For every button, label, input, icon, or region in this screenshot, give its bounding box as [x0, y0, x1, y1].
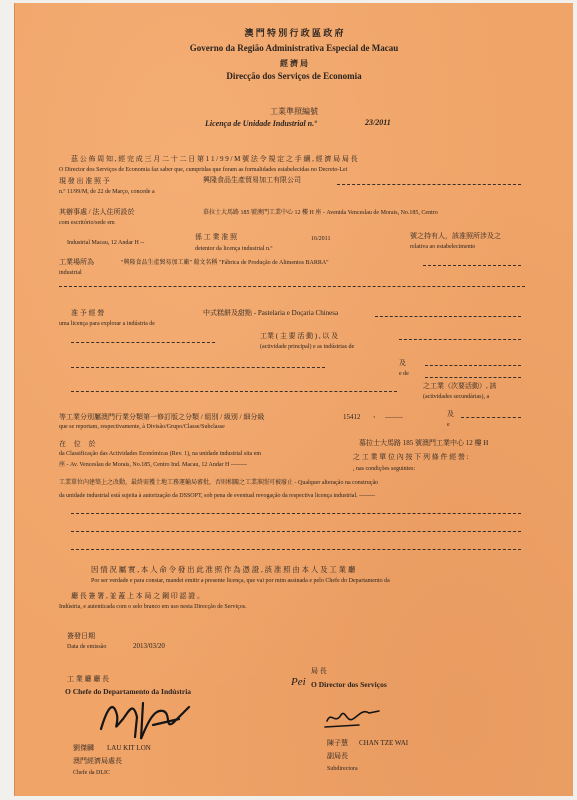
located-pt: da Classificação das Actividades Económicas (Rev. 1), na unidade industrial sita em: [59, 451, 262, 457]
director-role-zh: 副局長: [327, 752, 348, 760]
establishment-pt: relativa ao estabelecimento: [410, 244, 476, 250]
closing-zh-2: 廳 長 簽 署 , 並 蓋 上 本 局 之 鋼 印 認 證 。: [71, 592, 204, 600]
per-procuration-mark: Pei: [291, 676, 306, 688]
company-name: 興隆食品生產貿易加工有限公司: [203, 176, 301, 184]
classification-and: 及: [447, 410, 454, 418]
and-zh: 及: [399, 359, 406, 367]
dept-chief-name-zh: 劉傑麟: [73, 744, 94, 752]
dept-chief-role-zh: 澳門經濟局處長: [73, 757, 122, 765]
issue-date-label-pt: Data de emissão: [67, 644, 107, 650]
fill-line: [461, 417, 521, 418]
classification-pt: que se reportam, respectivamente, à Divisão/Grupo/Classe/Subclasse: [59, 424, 225, 430]
license-title-pt: Licença de Unidade Industrial n.º: [205, 119, 317, 128]
fill-line: [71, 549, 521, 550]
grant-zh: 現 發 出 准 照 予: [59, 177, 110, 185]
fill-line: [399, 339, 521, 340]
dept-chief-name-pt: LAU KIT LON: [107, 744, 151, 752]
director-title-zh: 局 長: [311, 667, 327, 675]
decree-pt: n.º 11/99/M, de 22 de Março, concede a: [59, 189, 155, 195]
industrial-license-document: [14, 3, 573, 796]
government-name-pt: Governo da Região Administrativa Especial de Macau: [189, 43, 399, 53]
and-pt: e de: [399, 371, 409, 377]
conditions-pt: , nas condições seguintes:: [353, 466, 415, 472]
closing-pt: Por ser verdade e para constar, mandei emitir a presente licença, que vai por mim assinada e pelo Chefe do Departamento da: [91, 578, 390, 584]
office-address-cont: Industrial Macau, 12 Andar H --: [67, 240, 145, 246]
fill-line: [71, 342, 215, 343]
fill-line: [337, 184, 521, 185]
classification-sep: 、: [373, 411, 380, 419]
previous-license-number: 16/2011: [311, 236, 331, 242]
holder-right-zh: 號之持有人，該准照所涉及之: [410, 232, 501, 240]
fill-line: [71, 513, 521, 514]
conditions-zh: 之 工 業 單 位 內 按 下 列 條 件 經 營 :: [353, 453, 469, 461]
closing-zh: 因 情 況 屬 實 , 本 人 命 令 發 出 此 准 照 作 為 憑 證 , 該 准 照 由 本 人 及 工 業 廳: [91, 565, 356, 574]
director-name-pt: CHAN TZE WAI: [359, 739, 409, 747]
fill-line: [71, 391, 397, 392]
director-name-zh: 陳子慧: [327, 739, 348, 747]
intro-zh: 茲 公 佈 周 知 , 經 完 成 三 月 二 十 二 日 第 1 1 / 9 9 / M 號 法 令 規 定 之 手 續 , 經 濟 局 局 長: [71, 155, 358, 163]
fill-line: [375, 316, 521, 317]
dept-chief-role-pt: Chefe da DLIC: [73, 770, 110, 776]
government-name-zh: 澳 門 特 別 行 政 區 政 府: [244, 28, 344, 38]
director-signature: [323, 705, 383, 731]
intro-pt: O Director dos Serviços de Economia faz saber que, cumpridas que foram as formalidades estabelecidas no Decreto-Lei: [59, 167, 348, 173]
main-activity-label-zh: 工業 ( 主 要 活 動 ) , 以 及: [260, 332, 339, 340]
fill-line: [423, 265, 521, 266]
holder-pt: detentor da licença industrial n.º: [195, 246, 273, 252]
condition-text-pt: da unidade industrial está sujeita à autorização da DSSOPT, sob pena de eventual revogação da respectiva licença industrial. --------: [59, 493, 376, 499]
premises-label-zh: 工業場所為: [59, 258, 94, 266]
classification-dash: ---------: [385, 415, 403, 421]
issue-date: 2013/03/20: [133, 642, 165, 650]
office-label-zh: 其辦事處 / 法人住所設於: [59, 208, 135, 216]
department-name-pt: Direcção dos Serviços de Economia: [226, 71, 362, 81]
fill-line: [71, 531, 521, 532]
director-title-pt: O Director dos Serviços: [311, 680, 387, 689]
issue-date-label-zh: 簽發日期: [67, 632, 95, 640]
holder-zh: 係 工 業 准 照: [195, 233, 237, 241]
operate-label-zh: 准 予 經 營: [71, 309, 105, 317]
located-zh: 在 位 於: [59, 440, 99, 448]
dept-chief-title-pt: O Chefe do Departamento da Indústria: [65, 687, 192, 696]
classification-code: 15412: [343, 413, 361, 421]
license-number: 23/2011: [365, 118, 391, 127]
fill-line: [71, 367, 325, 368]
office-address: 慕拉士大馬路 185 號澳門工業中心 12 樓 H 座 - Avenida Venceslau de Morais, No.185, Centro: [203, 210, 438, 216]
main-activity: 中式糕餅及甜點 - Pastelaria e Doçaria Chinesa: [203, 309, 339, 317]
license-title-zh: 工業準照編號: [270, 107, 318, 116]
closing-pt-2: Indústria, e autenticada com o selo branco em uso nesta Direcção de Serviços.: [59, 604, 247, 610]
secondary-activity-pt: (actividades secundárias), a: [423, 394, 490, 400]
secondary-activity-zh: 之工業（次要活動）, 該: [423, 382, 497, 390]
fill-line: [425, 365, 521, 366]
premises-name: "興隆食品生產貿易加工廠" 葡文名稱 "Fábrica de Produção de Alimentos BARRA": [121, 260, 329, 266]
classification-zh: 等工業分別屬澳門行業分類第一修訂版之分類 / 組別 / 級別 / 細分級: [59, 413, 265, 421]
premises-label-pt: industrial: [59, 270, 82, 276]
fill-line: [425, 377, 521, 378]
fill-line: [59, 286, 525, 287]
dept-chief-title-zh: 工 業 廳 廳 長: [67, 675, 109, 683]
location-address-zh: 慕拉士大馬路 185 號澳門工業中心 12 樓 H: [359, 439, 489, 447]
location-address-pt: 座 - Av. Venceslau de Morais, No.185, Centro Ind. Macau, 12 Andar H --------: [59, 462, 247, 468]
department-name-zh: 經 濟 局: [280, 59, 308, 68]
office-label-pt: com escritório/sede em: [59, 220, 115, 226]
director-role-pt: Subdirectora: [327, 766, 358, 772]
classification-e: e: [447, 422, 450, 428]
dept-chief-signature: [93, 689, 193, 749]
main-activity-label-pt: (actividade principal) e as indústrias de: [260, 344, 355, 350]
operate-label-pt: uma licença para explorar a indústria de: [59, 321, 155, 327]
condition-text-zh: 工業單位內建築上之改動，最終需獲土地工務運輸局審批，否則相關之工業准照可被廢止 - Qualquer alteração na construção: [59, 480, 379, 486]
